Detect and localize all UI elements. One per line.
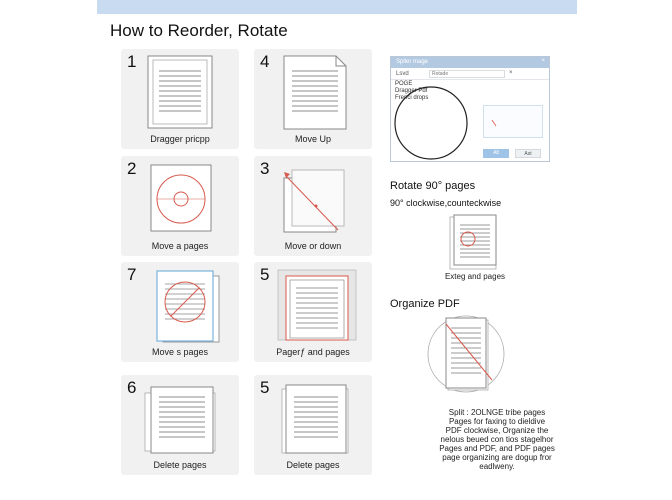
- split-dialog: [390, 56, 550, 162]
- description-line: page organizing are dogup fror: [442, 453, 552, 462]
- step-label: Pagerƒ and pages: [276, 347, 350, 357]
- dialog-body-line: Frenci drops: [395, 95, 429, 101]
- close-icon[interactable]: ×: [541, 58, 545, 64]
- step-label: Move s pages: [151, 347, 209, 357]
- step-card-drag[interactable]: [121, 49, 239, 149]
- preview-mark-icon: [484, 106, 544, 139]
- rotate-caption: Exteg and pages: [444, 272, 506, 281]
- step-number: 1: [127, 52, 137, 71]
- description-line: Pages and PDF, and PDF pages: [439, 444, 555, 453]
- rotate-subheading: 90° clockwise,counteckwise: [390, 198, 502, 208]
- step-number: 5: [260, 378, 270, 397]
- step-number: 6: [127, 378, 137, 397]
- dialog-body-line: POGE: [395, 81, 413, 87]
- step-number: 4: [260, 52, 270, 71]
- dialog-title: Spller mage: [396, 59, 429, 65]
- step-card-move-down[interactable]: [254, 156, 372, 256]
- field-clear-icon[interactable]: ×: [509, 70, 513, 76]
- page-title: How to Reorder, Rotate: [110, 21, 288, 40]
- rotate-page-icon: [440, 213, 510, 271]
- step-number: 7: [127, 265, 137, 284]
- step-label: Delete pages: [286, 460, 340, 470]
- step-label: Move or down: [284, 241, 342, 251]
- step-number: 2: [127, 159, 137, 178]
- organize-page-icon: [426, 312, 506, 396]
- step-card-move-s-pages[interactable]: [121, 262, 239, 362]
- step-number: 3: [260, 159, 270, 178]
- description-line: eadlweny.: [479, 462, 515, 471]
- description-line: Split : 2OLNGE tribe pages: [448, 408, 546, 417]
- dialog-body-line: Dragger Pdf: [395, 88, 428, 94]
- step-card-pager-and-pages[interactable]: [254, 262, 372, 362]
- step-label: Move a pages: [151, 241, 209, 251]
- description-line: PDF clockwise, Organize the: [445, 426, 549, 435]
- organize-heading: Organize PDF: [390, 298, 460, 310]
- organize-description: [427, 408, 567, 471]
- dialog-preview-panel: [483, 105, 543, 138]
- top-accent-bar: [97, 0, 577, 14]
- description-line: nelous beued con tios stagelhor: [440, 435, 554, 444]
- step-card-move-up[interactable]: [254, 49, 372, 149]
- ok-button[interactable]: Alt: [483, 149, 509, 158]
- toolbar-item[interactable]: Lsvd: [396, 71, 409, 77]
- step-label: Delete pages: [153, 460, 207, 470]
- dialog-field[interactable]: Rotade: [429, 70, 505, 78]
- cancel-button[interactable]: Ast: [515, 149, 541, 158]
- step-number: 5: [260, 265, 270, 284]
- description-line: Pages for faxing to dieldive: [448, 417, 546, 426]
- step-label: Dragger pricpp: [150, 134, 210, 144]
- step-card-delete-pages[interactable]: [121, 375, 239, 475]
- step-card-move-pages[interactable]: [121, 156, 239, 256]
- rotate-heading: Rotate 90° pages: [390, 180, 476, 192]
- step-card-delete-pages-2[interactable]: [254, 375, 372, 475]
- step-label: Move Up: [294, 134, 331, 144]
